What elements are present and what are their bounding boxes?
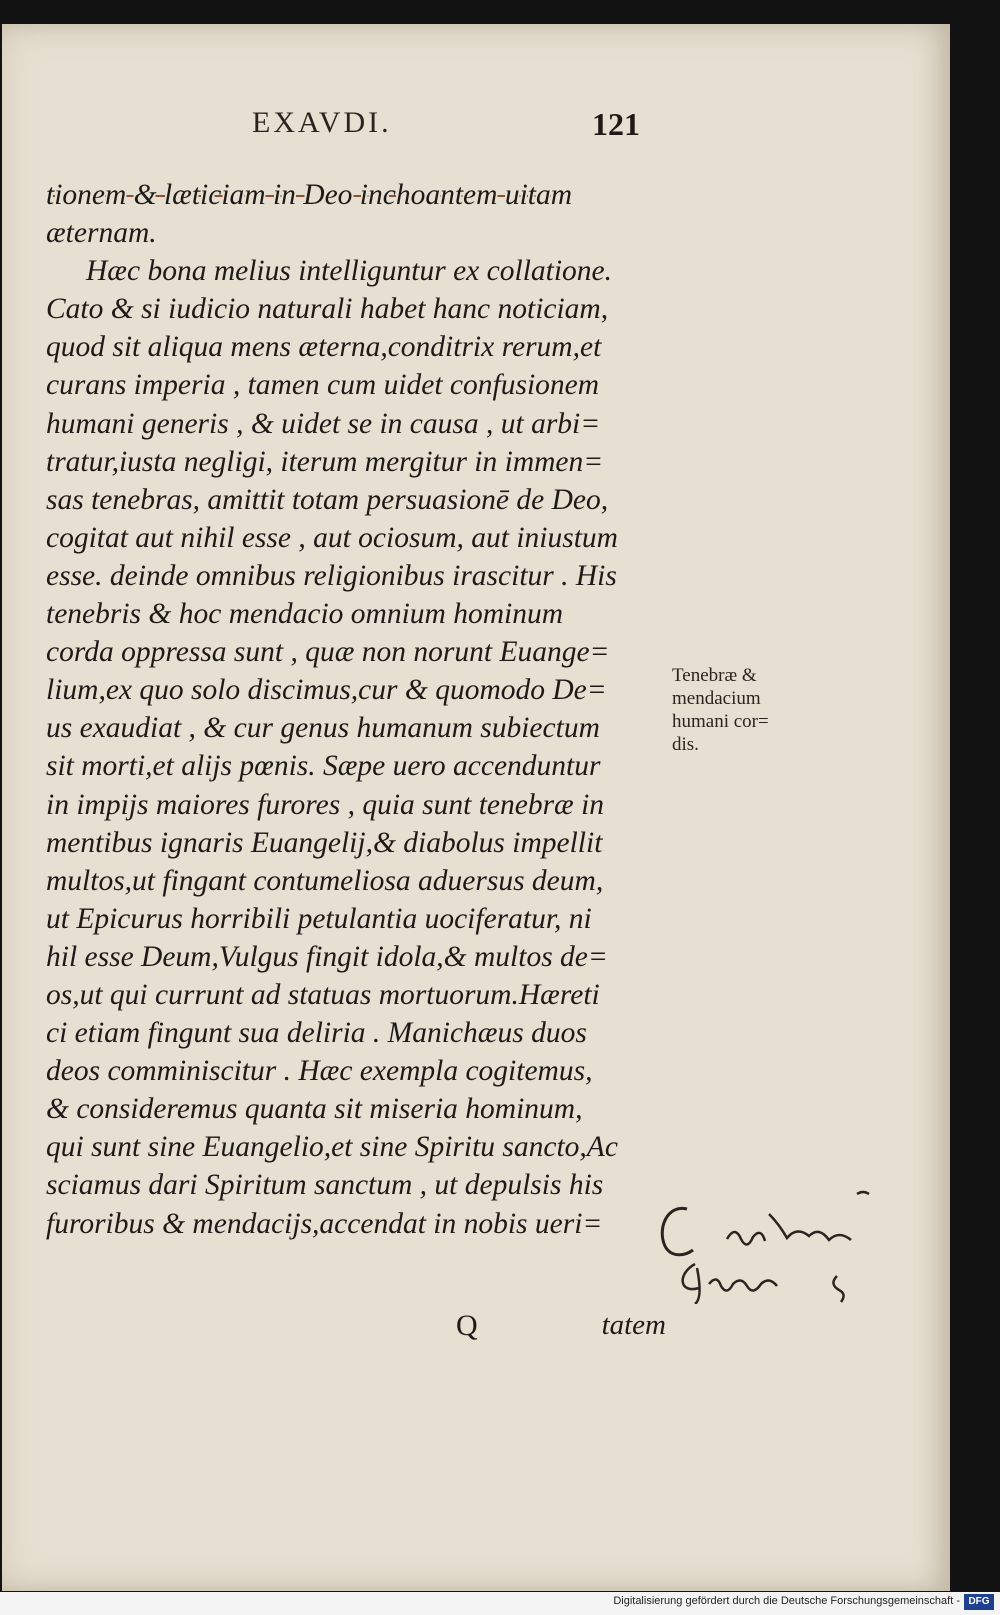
- running-head: EXAVDI.: [252, 106, 392, 139]
- catchword: tatem: [601, 1309, 666, 1341]
- text-line: deos comminiscitur . Hæc exempla cogitemus,: [46, 1055, 593, 1088]
- text-line: quod sit aliqua mens æterna,conditrix rerum,et: [46, 331, 602, 364]
- text-line: sas tenebras, amittit totam persuasionē de Deo,: [46, 483, 609, 516]
- text-line: tionem & læticiam in Deo inchoantem uitam: [46, 179, 573, 211]
- marginal-note-line: Tenebræ &: [672, 665, 757, 686]
- marginal-note-line: dis.: [672, 734, 699, 755]
- marginal-note: [672, 664, 832, 756]
- signature-mark: Q: [456, 1309, 478, 1342]
- main-text-block: [46, 176, 666, 1243]
- text-line: lium,ex quo solo discimus,cur & quomodo De=: [46, 674, 607, 707]
- catchword-row: [46, 1309, 666, 1349]
- text-line: æternam.: [46, 217, 157, 250]
- footer-bar: [0, 1592, 1000, 1615]
- text-line: multos,ut fingant contumeliosa aduersus deum,: [46, 864, 604, 897]
- text-line: ci etiam fingunt sua deliria . Manichæus duos: [46, 1017, 587, 1050]
- text-line: tenebris & hoc mendacio omnium hominum: [46, 598, 563, 631]
- text-line: ut Epicurus horribili petulantia uociferatur, ni: [46, 902, 592, 935]
- text-line: hil esse Deum,Vulgus fingit idola,& multos de=: [46, 940, 608, 973]
- book-page: [2, 24, 950, 1591]
- page-header: [252, 106, 672, 146]
- text-line: sciamus dari Spiritum sanctum , ut depulsis his: [46, 1169, 604, 1202]
- text-line: us exaudiat , & cur genus humanum subiectum: [46, 712, 600, 745]
- text-line: Hæc bona melius intelliguntur ex collatione.: [86, 255, 613, 288]
- text-line: furoribus & mendacijs,accendat in nobis ueri=: [46, 1207, 603, 1240]
- text-line: humani generis , & uidet se in causa , ut arbi=: [46, 407, 601, 440]
- text-line: sit morti,et alijs pœnis. Sæpe uero accenduntur: [46, 750, 601, 783]
- text-line: os,ut qui currunt ad statuas mortuorum.Hæreti: [46, 978, 600, 1011]
- handwritten-annotation: [657, 1184, 927, 1304]
- marginal-note-line: humani cor=: [672, 711, 769, 732]
- footer-credit: Digitalisierung gefördert durch die Deutsche Forschungsgemeinschaft -: [613, 1595, 960, 1607]
- text-line: curans imperia , tamen cum uidet confusionem: [46, 369, 600, 402]
- text-line: esse. deinde omnibus religionibus irascitur . His: [46, 559, 617, 592]
- text-line: mentibus ignaris Euangelij,& diabolus impellit: [46, 826, 603, 859]
- text-line: qui sunt sine Euangelio,et sine Spiritu sancto,Ac: [46, 1131, 618, 1164]
- text-line: cogitat aut nihil esse , aut ociosum, aut iniustum: [46, 521, 618, 554]
- text-line: in impijs maiores furores , quia sunt tenebræ in: [46, 788, 605, 821]
- dfg-logo: DFG: [964, 1594, 994, 1610]
- text-line: tratur,iusta negligi, iterum mergitur in immen=: [46, 445, 604, 478]
- page-number: 121: [592, 106, 640, 142]
- text-line: & consideremus quanta sit miseria hominum,: [46, 1093, 583, 1126]
- text-line: corda oppressa sunt , quæ non norunt Euange=: [46, 636, 610, 669]
- text-line: Cato & si iudicio naturali habet hanc noticiam,: [46, 293, 609, 326]
- marginal-note-line: mendacium: [672, 688, 761, 709]
